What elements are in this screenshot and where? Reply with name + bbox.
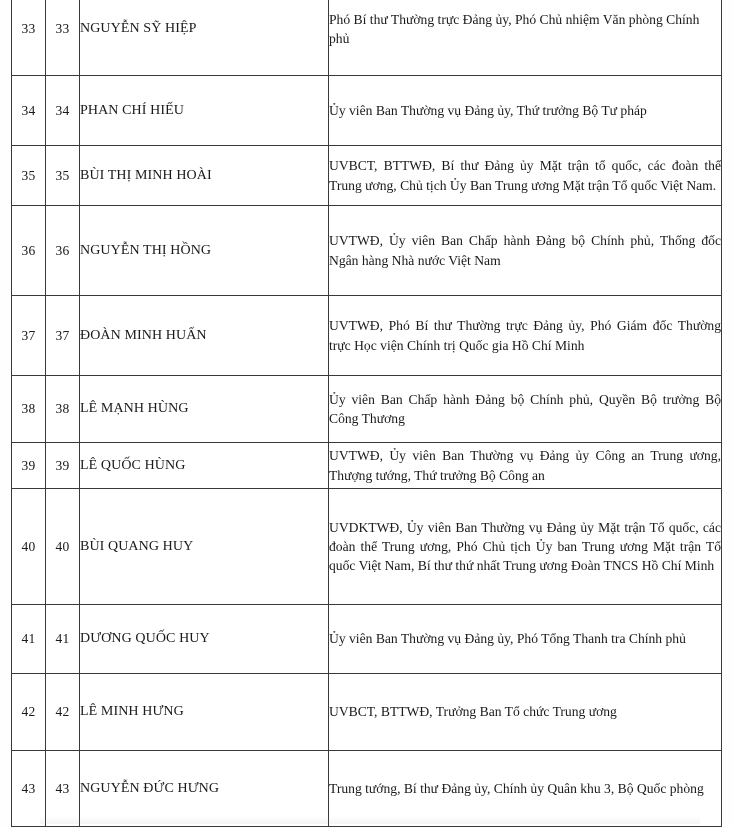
person-name-cell: LÊ MẠNH HÙNG <box>80 376 329 443</box>
row-number-cell: 42 <box>12 674 46 751</box>
person-name-cell: NGUYỄN SỸ HIỆP <box>80 0 329 76</box>
table-row <box>12 376 722 443</box>
row-order-cell: 37 <box>46 296 80 376</box>
person-name-cell: PHAN CHÍ HIẾU <box>80 76 329 146</box>
person-name-cell: LÊ QUỐC HÙNG <box>80 443 329 489</box>
person-name-cell: DƯƠNG QUỐC HUY <box>80 605 329 674</box>
position-description-cell: Ủy viên Ban Thường vụ Đảng ủy, Phó Tổng Thanh tra Chính phủ <box>329 605 722 674</box>
row-order-cell: 34 <box>46 76 80 146</box>
row-order-cell: 42 <box>46 674 80 751</box>
table-row <box>12 206 722 296</box>
officials-table <box>11 0 722 827</box>
table-row <box>12 296 722 376</box>
row-order-cell: 38 <box>46 376 80 443</box>
row-order-cell: 35 <box>46 146 80 206</box>
row-order-cell: 33 <box>46 0 80 76</box>
row-order-cell: 39 <box>46 443 80 489</box>
table-row <box>12 751 722 827</box>
position-description-cell: Ủy viên Ban Chấp hành Đảng bộ Chính phủ, Quyền Bộ trưởng Bộ Công Thương <box>329 376 722 443</box>
row-number-cell: 43 <box>12 751 46 827</box>
table-row <box>12 0 722 76</box>
table-row <box>12 605 722 674</box>
table-row <box>12 443 722 489</box>
person-name-cell: LÊ MINH HƯNG <box>80 674 329 751</box>
position-description-cell: UVDKTWĐ, Ủy viên Ban Thường vụ Đảng ủy Mặt trận Tổ quốc, các đoàn thể Trung ương, Phó Chủ tịch Ủy ban Trung ương Mặt trận Tổ quốc Việt Nam, Bí thư thứ nhất Trung ương Đoàn TNCS Hồ Chí Minh <box>329 489 722 605</box>
position-description-cell: Phó Bí thư Thường trực Đảng ủy, Phó Chủ nhiệm Văn phòng Chính phủ <box>329 0 722 76</box>
row-number-cell: 37 <box>12 296 46 376</box>
row-number-cell: 40 <box>12 489 46 605</box>
row-number-cell: 33 <box>12 0 46 76</box>
position-description-cell: UVTWĐ, Ủy viên Ban Chấp hành Đảng bộ Chính phủ, Thống đốc Ngân hàng Nhà nước Việt Nam <box>329 206 722 296</box>
row-number-cell: 38 <box>12 376 46 443</box>
person-name-cell: BÙI QUANG HUY <box>80 489 329 605</box>
row-number-cell: 39 <box>12 443 46 489</box>
row-number-cell: 34 <box>12 76 46 146</box>
officials-table-body <box>12 0 722 827</box>
person-name-cell: ĐOÀN MINH HUẤN <box>80 296 329 376</box>
table-row <box>12 674 722 751</box>
person-name-cell: NGUYỄN THỊ HỒNG <box>80 206 329 296</box>
row-number-cell: 41 <box>12 605 46 674</box>
table-row <box>12 489 722 605</box>
row-order-cell: 36 <box>46 206 80 296</box>
table-row <box>12 146 722 206</box>
position-description-cell: Ủy viên Ban Thường vụ Đảng ủy, Thứ trưởng Bộ Tư pháp <box>329 76 722 146</box>
position-description-cell: UVTWĐ, Phó Bí thư Thường trực Đảng ủy, Phó Giám đốc Thường trực Học viện Chính trị Quốc gia Hồ Chí Minh <box>329 296 722 376</box>
person-name-cell: NGUYỄN ĐỨC HƯNG <box>80 751 329 827</box>
position-description-cell: Trung tướng, Bí thư Đảng ủy, Chính ủy Quân khu 3, Bộ Quốc phòng <box>329 751 722 827</box>
row-number-cell: 35 <box>12 146 46 206</box>
position-description-cell: UVBCT, BTTWĐ, Bí thư Đảng ủy Mặt trận tổ quốc, các đoàn thể Trung ương, Chủ tịch Ủy Ban Trung ương Mặt trận Tổ quốc Việt Nam. <box>329 146 722 206</box>
row-order-cell: 41 <box>46 605 80 674</box>
table-row <box>12 76 722 146</box>
person-name-cell: BÙI THỊ MINH HOÀI <box>80 146 329 206</box>
position-description-cell: UVBCT, BTTWĐ, Trưởng Ban Tổ chức Trung ương <box>329 674 722 751</box>
row-order-cell: 40 <box>46 489 80 605</box>
row-number-cell: 36 <box>12 206 46 296</box>
row-order-cell: 43 <box>46 751 80 827</box>
position-description-cell: UVTWĐ, Ủy viên Ban Thường vụ Đảng ủy Công an Trung ương, Thượng tướng, Thứ trưởng Bộ Công an <box>329 443 722 489</box>
